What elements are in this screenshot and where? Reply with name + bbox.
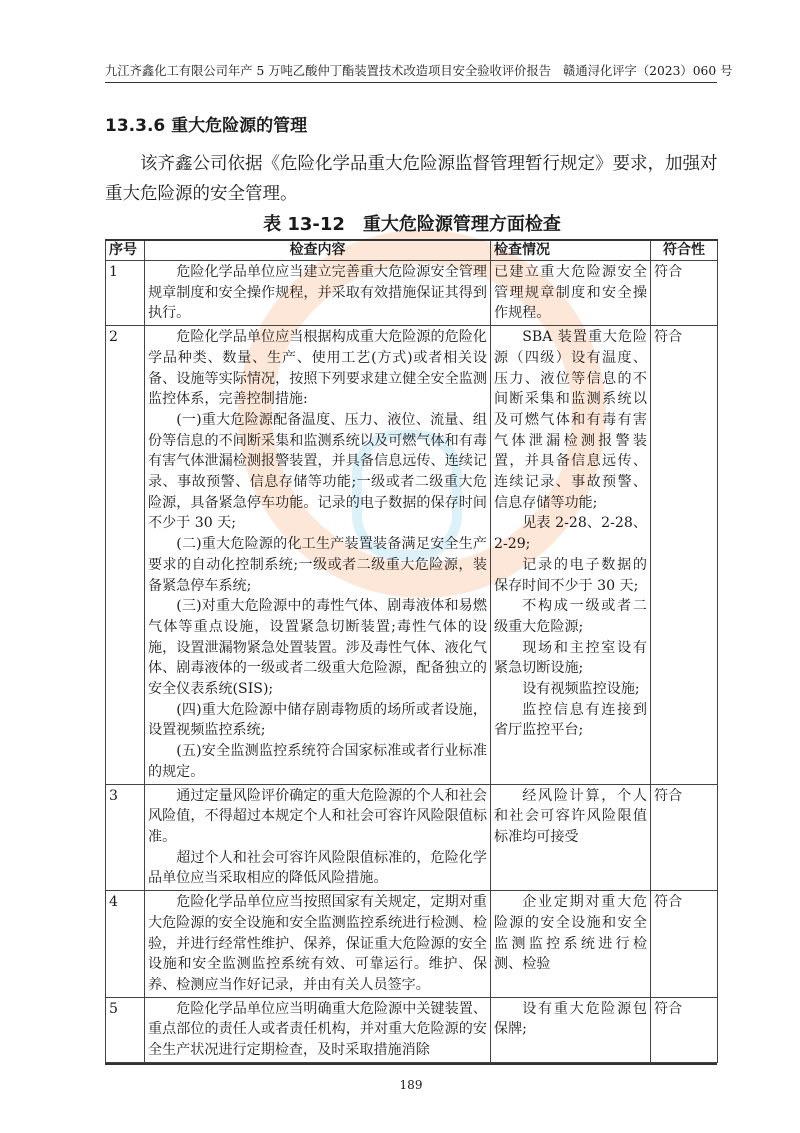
- check-content: [145, 891, 491, 998]
- check-content: [145, 326, 491, 784]
- col-header-compliance: 符合性: [651, 240, 718, 261]
- content-paragraph: 危险化学品单位应当建立完善重大危险源安全管理规章制度和安全操作规程，并采取有效措施保证其得到执行。: [148, 264, 487, 322]
- check-content: [145, 784, 491, 891]
- row-number: 4: [106, 891, 145, 998]
- table-bottom-rule: [105, 1063, 717, 1065]
- result-paragraph: 见表 2-28、2-28、2-29;: [494, 515, 647, 553]
- header-report-number: 赣通浔化评字（2023）060 号: [563, 64, 733, 78]
- check-result: [491, 326, 651, 784]
- row-number: 3: [106, 784, 145, 891]
- content-paragraph: (二)重大危险源的化工生产装置装备满足安全生产要求的自动化控制系统;一级或者二级重大危险源，装备紧急停车系统;: [148, 536, 487, 594]
- header-report-title: 九江齐鑫化工有限公司年产 5 万吨乙酸仲丁酯装置技术改造项目安全验收评价报告: [105, 64, 552, 78]
- table-row: [106, 261, 718, 326]
- page-number: 189: [399, 1077, 423, 1092]
- col-header-no: 序号: [106, 240, 145, 261]
- result-paragraph: 企业定期对重大危险源的安全设施和安全监测监控系统进行检测、检验: [494, 894, 647, 973]
- check-result: [491, 891, 651, 998]
- result-paragraph: 已建立重大危险源安全管理规章制度和安全操作规程。: [494, 264, 647, 322]
- table-row: [106, 784, 718, 891]
- result-paragraph: 设有重大危险源包保牌;: [494, 1000, 647, 1038]
- content-paragraph: (三)对重大危险源中的毒性气体、剧毒液体和易燃气体等重点设施，设置紧急切断装置;毒性气体的设施，设置泄漏物紧急处置装置。涉及毒性气体、液化气体、剧毒液体的一级或者二级重大危险源，配备独立的安全仪表系统(SIS);: [148, 598, 487, 698]
- result-paragraph: 设有视频监控设施;: [522, 681, 640, 698]
- compliance: 符合: [651, 261, 718, 326]
- check-result: [491, 261, 651, 326]
- content-paragraph: 危险化学品单位应当根据构成重大危险源的危险化学品种类、数量、生产、使用工艺(方式)或者相关设备、设施等实际情况，按照下列要求建立健全安全监测监控体系，完善控制措施:: [148, 329, 487, 408]
- check-result: [491, 997, 651, 1062]
- row-number: 1: [106, 261, 145, 326]
- intro-paragraph: 该齐鑫公司依据《危险化学品重大危险源监督管理暂行规定》要求，加强对重大危险源的安全管理。: [105, 154, 718, 204]
- table-caption: 表 13-12 重大危险源管理方面检查: [263, 214, 561, 235]
- running-header: [105, 61, 733, 83]
- row-number: 5: [106, 997, 145, 1062]
- table-row: [106, 891, 718, 998]
- check-content: [145, 997, 491, 1062]
- col-header-result: 检查情况: [491, 240, 651, 261]
- result-paragraph: 监控信息有连接到省厅监控平台;: [494, 701, 647, 739]
- compliance: 符合: [651, 326, 718, 784]
- result-paragraph: 不构成一级或者二级重大危险源;: [494, 598, 647, 635]
- section-title: 13.3.6 重大危险源的管理: [105, 116, 308, 136]
- content-paragraph: 通过定量风险评价确定的重大危险源的个人和社会风险值，不得超过本规定个人和社会可容许风险限值标准。: [148, 787, 487, 845]
- table-row: [106, 997, 718, 1062]
- result-paragraph: 现场和主控室设有紧急切断设施;: [494, 639, 647, 677]
- compliance: 符合: [651, 997, 718, 1062]
- content-paragraph: 危险化学品单位应当明确重大危险源中关键装置、重点部位的责任人或者责任机构，并对重大危险源的安全生产状况进行定期检查，及时采取措施消除: [148, 1000, 487, 1059]
- row-number: 2: [106, 326, 145, 784]
- content-paragraph: 危险化学品单位应当按照国家有关规定，定期对重大危险源的安全设施和安全监测监控系统进行检测、检验，并进行经常性维护、保养，保证重大危险源的安全设施和安全监测监控系统有效、可靠运行。维护、保养、检测应当作好记录，并由有关人员签字。: [148, 894, 487, 993]
- content-paragraph: (四)重大危险源中储存剧毒物质的场所或者设施，设置视频监控系统;: [148, 701, 487, 739]
- content-paragraph: 超过个人和社会可容许风险限值标准的，危险化学品单位应当采取相应的降低风险措施。: [148, 849, 487, 887]
- inspection-table: [105, 239, 718, 1063]
- compliance: 符合: [651, 784, 718, 891]
- result-paragraph: 记录的电子数据的保存时间不少于 30 天;: [494, 556, 647, 594]
- col-header-content: 检查内容: [145, 240, 491, 261]
- table-row: [106, 326, 718, 784]
- result-paragraph: 经风险计算，个人和社会可容许风险限值标准均可接受: [494, 787, 647, 845]
- check-content: [145, 261, 491, 326]
- content-paragraph: (五)安全监测监控系统符合国家标准或者行业标准的规定。: [148, 743, 487, 780]
- content-paragraph: (一)重大危险源配备温度、压力、液位、流量、组份等信息的不间断采集和监测系统以及可燃气体和有毒有害气体泄漏检测报警装置，并具备信息远传、连续记录、事故预警、信息存储等功能;一级或者二级重大危险源，具备紧急停车功能。记录的电子数据的保存时间不少于 30 天;: [148, 411, 487, 532]
- check-result: [491, 784, 651, 891]
- compliance: 符合: [651, 891, 718, 998]
- table-header-row: [106, 240, 718, 261]
- result-paragraph: SBA 装置重大危险源（四级）设有温度、压力、液位等信息的不间断采集和监测系统以及可燃气体和有毒有害气体泄漏检测报警装置，并具备信息远传、连续记录、事故预警、信息存储等功能;: [494, 329, 647, 511]
